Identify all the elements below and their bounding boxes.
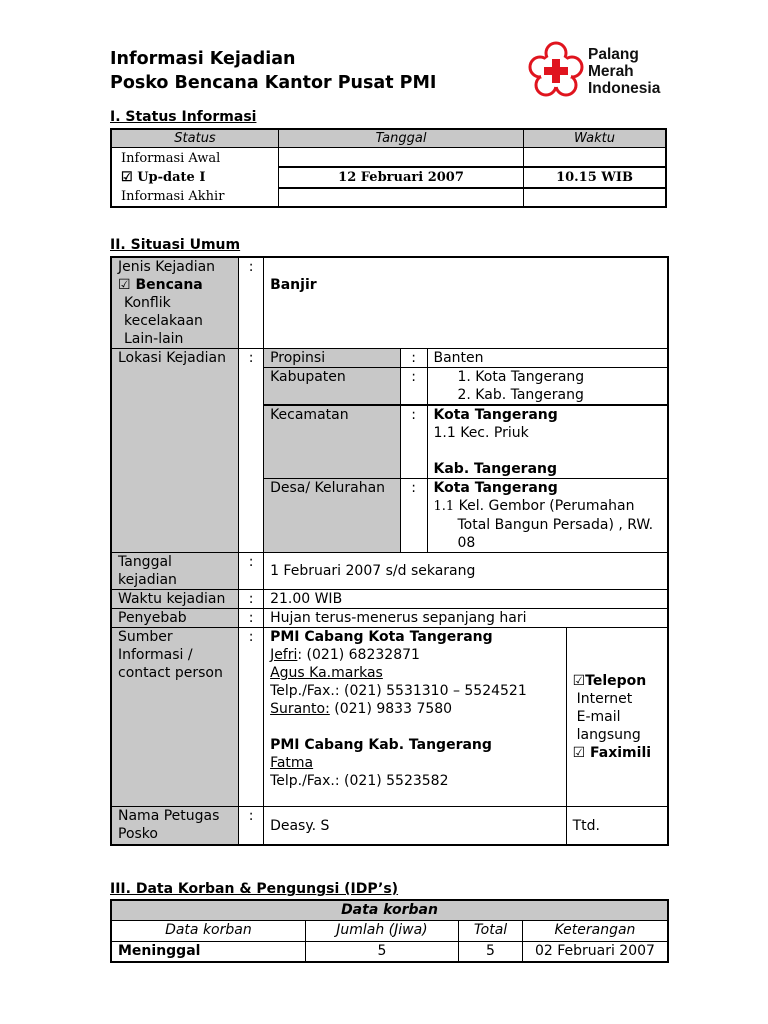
kecamatan-kota: Kota Tangerang (433, 407, 558, 423)
contact-list (264, 628, 567, 807)
propinsi-value: Banten (427, 349, 668, 368)
col-tanggal-header: Tanggal (279, 129, 524, 148)
kabupaten-label: Kabupaten (264, 368, 401, 406)
row-desa: Desa/ Kelurahan : Kota Tangerang 1.1 Kel. Gembor (Perumahan Total Bangun Persada) , RW. 08 (111, 479, 668, 553)
checkbox-checked-icon: ☑ (118, 277, 131, 293)
sumber-label-2: Informasi / (118, 647, 193, 663)
ttd-label: Ttd. (566, 807, 668, 846)
jenis-lain: Lain-lain (124, 331, 184, 347)
jenis-value: Banjir (264, 257, 668, 349)
row-jenis-kejadian: Jenis Kejadian ☑ Bencana Konflik kecelakaan Lain-lain : Banjir (111, 257, 668, 349)
media-faximili: ☑ Faximili (572, 745, 652, 761)
row-kecamatan: Kecamatan : Kota Tangerang 1.1 Kec. Priuk Kab. Tangerang (111, 405, 668, 479)
contact-jefri: Jefri: (021) 68232871 (270, 647, 420, 663)
logo-wordmark: Palang Merah Indonesia (588, 46, 661, 97)
col-keterangan: Keterangan (522, 921, 668, 942)
section-1-heading: I. Status Informasi (110, 109, 257, 125)
row-jumlah: 5 (305, 942, 458, 963)
media-list (566, 628, 668, 807)
contact-suranto: Suranto: (021) 9833 7580 (270, 701, 453, 717)
contact-fatma: Fatma (270, 755, 314, 771)
col-data-korban: Data korban (111, 921, 305, 942)
checkbox-checked-icon: ☑ (572, 745, 586, 761)
data-korban-title: Data korban (111, 900, 668, 921)
row-total: 5 (459, 942, 523, 963)
col-waktu-header: Waktu (524, 129, 666, 148)
contact-telp-kab: Telp./Fax.: (021) 5523582 (270, 773, 449, 789)
media-langsung: langsung (576, 727, 641, 743)
contact-org-kab: PMI Cabang Kab. Tangerang (270, 737, 492, 753)
data-korban-table (110, 899, 669, 963)
row-label: Meninggal (111, 942, 305, 963)
petugas-label-1: Nama Petugas (118, 808, 220, 824)
kabupaten-item-2: 2. Kab. Tangerang (457, 387, 584, 403)
checkbox-checked-icon: ☑ (121, 170, 133, 185)
row-keterangan: 02 Februari 2007 (522, 942, 668, 963)
section-3-heading: III. Data Korban & Pengungsi (IDP’s) (110, 881, 399, 897)
row-nama-petugas: Nama Petugas Posko : Deasy. S Ttd. (111, 807, 668, 846)
kecamatan-label: Kecamatan (264, 405, 401, 479)
jenis-konflik: Konflik (124, 295, 171, 311)
desa-line-3: 08 (457, 535, 476, 551)
lokasi-label: Lokasi Kejadian (111, 349, 239, 553)
penyebab-label: Penyebab (111, 609, 239, 628)
jenis-label: Jenis Kejadian (118, 259, 216, 275)
kecamatan-kota-item: 1.1 Kec. Priuk (433, 425, 529, 441)
section-2-heading: II. Situasi Umum (110, 237, 241, 253)
status-awal: Informasi Awal (121, 151, 221, 166)
sumber-label-3: contact person (118, 665, 223, 681)
data-korban-header-row (111, 921, 668, 942)
desa-item-number: 1.1 (433, 499, 455, 514)
waktu-label: Waktu kejadian (111, 590, 239, 609)
sumber-label-1: Sumber (118, 629, 173, 645)
tanggal-value: 12 Februari 2007 (279, 167, 524, 189)
penyebab-value: Hujan terus-menerus sepanjang hari (264, 609, 668, 628)
status-update: ☑ Up-date I (121, 170, 206, 185)
desa-line-1: Kel. Gembor (Perumahan (458, 498, 635, 514)
desa-kota: Kota Tangerang (433, 480, 558, 496)
row-waktu-kejadian: Waktu kejadian : 21.00 WIB (111, 590, 668, 609)
status-options-cell (111, 148, 279, 208)
col-status-header: Status (111, 129, 279, 148)
media-internet: Internet (576, 691, 633, 707)
media-telepon: ☑Telepon (572, 673, 647, 689)
status-informasi-table (110, 128, 667, 208)
checkbox-checked-icon: ☑ (572, 673, 586, 689)
kecamatan-kab: Kab. Tangerang (433, 461, 558, 477)
contact-org-kota: PMI Cabang Kota Tangerang (270, 629, 493, 645)
petugas-value: Deasy. S (264, 807, 567, 846)
row-tanggal-kejadian: Tanggal kejadian : 1 Februari 2007 s/d sekarang (111, 553, 668, 590)
tanggal-label-2: kejadian (118, 572, 177, 588)
jenis-bencana: ☑ Bencana (118, 277, 203, 293)
petugas-label-2: Posko (118, 826, 158, 842)
waktu-kejadian-value: 21.00 WIB (264, 590, 668, 609)
tanggal-label-1: Tanggal (118, 554, 172, 570)
contact-agus: Agus Ka.markas (270, 665, 383, 681)
row-propinsi: Lokasi Kejadian : Propinsi : Banten (111, 349, 668, 368)
table-row (111, 942, 668, 963)
document-title (110, 47, 436, 95)
waktu-value: 10.15 WIB (524, 167, 666, 189)
situasi-umum-table (110, 256, 669, 846)
pmi-logo (528, 41, 673, 101)
row-penyebab: Penyebab : Hujan terus-menerus sepanjang hari (111, 609, 668, 628)
tanggal-kejadian-value: 1 Februari 2007 s/d sekarang (264, 553, 668, 590)
col-jumlah: Jumlah (Jiwa) (305, 921, 458, 942)
row-kabupaten: Kabupaten : 1. Kota Tangerang 2. Kab. Tangerang (111, 368, 668, 406)
media-email: E-mail (576, 709, 621, 725)
red-cross-flower-icon (528, 41, 584, 99)
title-line-1: Informasi Kejadian (110, 49, 296, 69)
desa-label: Desa/ Kelurahan (264, 479, 401, 553)
status-header-row (111, 129, 666, 148)
title-line-2: Posko Bencana Kantor Pusat PMI (110, 73, 437, 93)
kabupaten-item-1: 1. Kota Tangerang (457, 369, 585, 385)
jenis-kecelakaan: kecelakaan (124, 313, 203, 329)
propinsi-label: Propinsi (264, 349, 401, 368)
status-akhir: Informasi Akhir (121, 189, 225, 204)
contact-telp-kota: Telp./Fax.: (021) 5531310 – 5524521 (270, 683, 527, 699)
row-sumber-informasi: Sumber Informasi / contact person : PMI Cabang Kota Tangerang Jefri: (021) 68232871 Agus Ka.markas Telp./Fax.: (021) 5531310 – 5524521 Suranto: (021) 9833 7580 PMI Cabang Kab. Tangerang Fatma Telp./Fax.: (021) 5523582 ☑Telepon Internet E-mail langsung ☑ Faximili (111, 628, 668, 807)
col-total: Total (459, 921, 523, 942)
desa-line-2: Total Bangun Persada) , RW. (457, 517, 654, 533)
